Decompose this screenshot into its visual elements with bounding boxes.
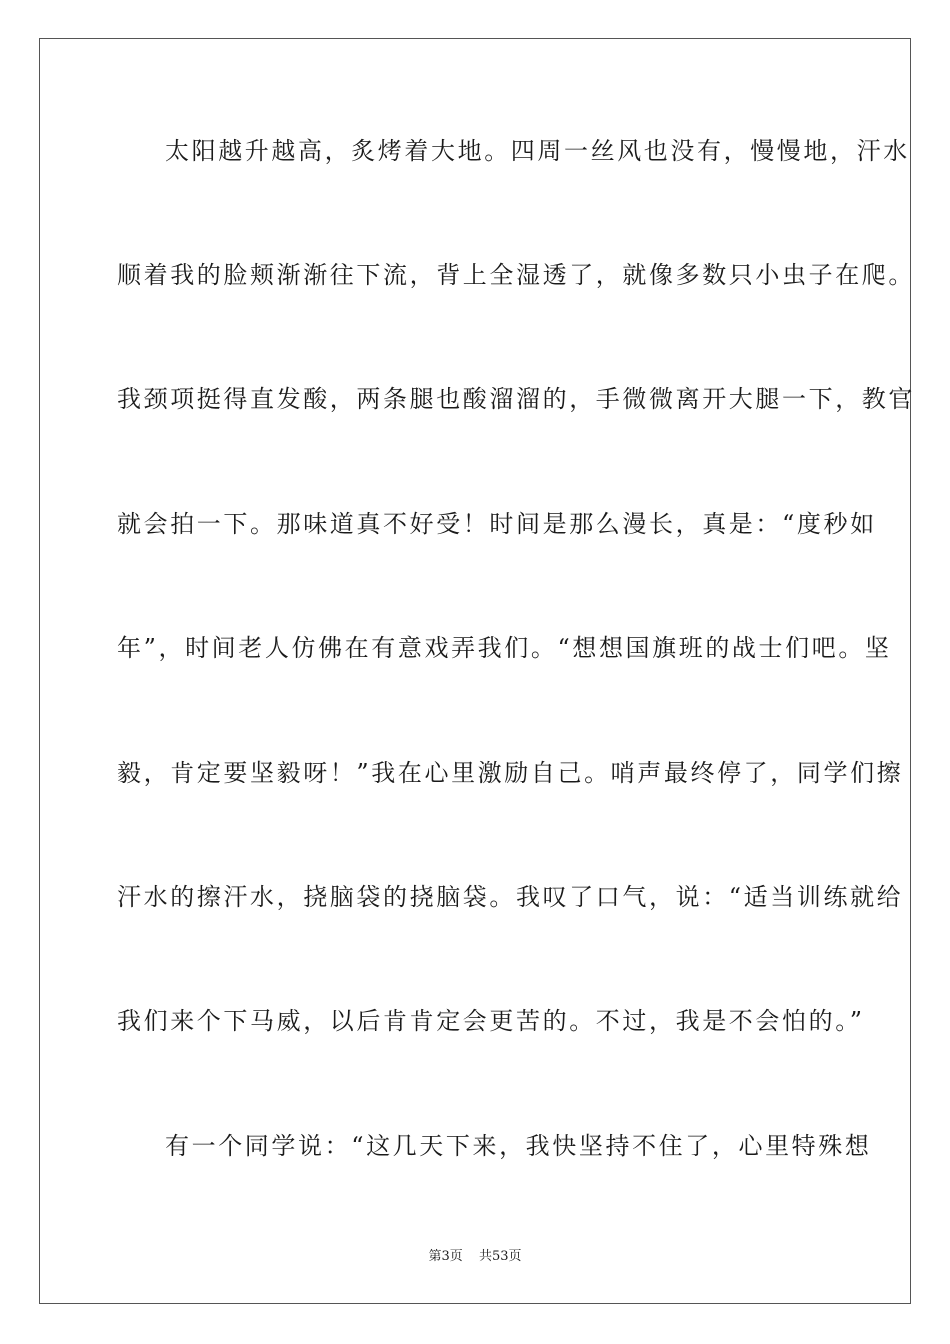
text-line-5: 年”，时间老人仿佛在有意戏弄我们。“想想国旗班的战士们吧。坚 — [117, 634, 892, 662]
total-pages: 共53页 — [478, 1249, 522, 1264]
text-line-3: 我颈项挺得直发酸，两条腿也酸溜溜的，手微微离开大腿一下，教官 — [117, 385, 915, 413]
text-line-4: 就会拍一下。那味道真不好受！时间是那么漫长，真是：“度秒如 — [117, 510, 877, 538]
text-line-8: 我们来个下马威，以后肯肯定会更苦的。不过，我是不会怕的。” — [117, 1007, 865, 1035]
text-line-9: 有一个同学说：“这几天下来，我快坚持不住了，心里特殊想 — [165, 1132, 872, 1160]
page-number: 第3页 — [428, 1249, 463, 1264]
text-line-1: 太阳越升越高，炙烤着大地。四周一丝风也没有，慢慢地，汗水 — [165, 137, 910, 165]
page-border — [39, 38, 915, 1304]
page-footer — [0, 1248, 950, 1266]
text-line-2: 顺着我的脸颊渐渐往下流，背上全湿透了，就像多数只小虫子在爬。 — [117, 261, 915, 289]
text-line-6: 毅，肯定要坚毅呀！”我在心里激励自己。哨声最终停了，同学们擦 — [117, 759, 904, 787]
text-line-7: 汗水的擦汗水，挠脑袋的挠脑袋。我叹了口气，说：“适当训练就给 — [117, 883, 904, 911]
